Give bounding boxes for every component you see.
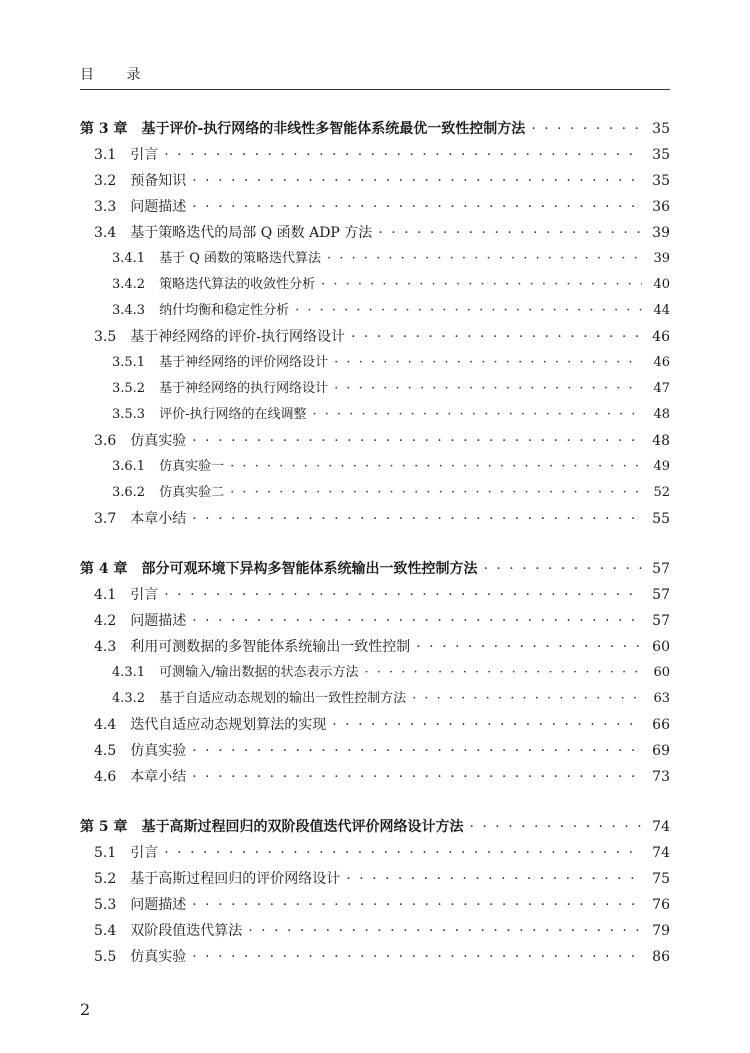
toc-entry xyxy=(0,168,750,194)
toc-entry xyxy=(0,298,750,324)
toc-entry xyxy=(0,376,750,402)
toc-entry-page: 47 xyxy=(653,381,670,396)
toc-entry-title: 基于策略迭代的局部 Q 函数 ADP 方法 xyxy=(130,225,373,241)
dot-leader xyxy=(192,506,642,532)
toc-entry-title: 仿真实验二 xyxy=(159,485,225,500)
dot-leader xyxy=(230,454,642,480)
toc-entry-number: 5.4 xyxy=(94,923,117,939)
toc-entry xyxy=(0,712,750,738)
toc-entry xyxy=(0,480,750,506)
dot-leader xyxy=(164,142,642,168)
toc-entry-number: 4.3 xyxy=(94,639,117,655)
toc-entry-page: 57 xyxy=(652,587,670,603)
toc-chapter-entry xyxy=(0,814,750,840)
table-of-contents xyxy=(0,116,750,970)
toc-entry-number: 3.4.3 xyxy=(112,303,146,318)
toc-entry-title: 引言 xyxy=(130,845,159,861)
toc-entry-number: 4.6 xyxy=(94,769,117,785)
toc-entry xyxy=(0,402,750,428)
toc-entry-number: 3.4 xyxy=(94,225,117,241)
toc-entry-page: 57 xyxy=(652,613,670,629)
toc-entry xyxy=(0,738,750,764)
toc-entry-title: 引言 xyxy=(130,147,159,163)
toc-entry-title: 双阶段值迭代算法 xyxy=(130,923,243,939)
dot-leader xyxy=(192,608,642,634)
dot-leader xyxy=(484,556,643,582)
toc-entry xyxy=(0,350,750,376)
toc-entry xyxy=(0,220,750,246)
toc-entry xyxy=(0,428,750,454)
toc-entry-page: 60 xyxy=(653,665,670,680)
toc-entry xyxy=(0,582,750,608)
toc-entry-title: 基于神经网络的评价-执行网络设计 xyxy=(130,329,345,345)
toc-entry-title: 问题描述 xyxy=(130,613,187,629)
dot-leader xyxy=(470,814,643,840)
toc-entry-number: 3.5.3 xyxy=(112,407,146,422)
toc-entry-title: 问题描述 xyxy=(130,199,187,215)
toc-entry-page: 44 xyxy=(653,303,670,318)
toc-chapter-entry xyxy=(0,116,750,142)
toc-entry xyxy=(0,194,750,220)
toc-entry-page: 55 xyxy=(652,511,670,527)
toc-entry-title: 基于 Q 函数的策略迭代算法 xyxy=(159,251,322,266)
toc-entry-title: 迭代自适应动态规划算法的实现 xyxy=(130,717,327,733)
toc-entry-page: 35 xyxy=(652,173,670,189)
toc-entry-number: 5.1 xyxy=(94,845,117,861)
toc-entry-number: 3.5.1 xyxy=(112,355,146,370)
toc-entry-page: 48 xyxy=(652,433,670,449)
dot-leader xyxy=(378,220,642,246)
toc-entry xyxy=(0,324,750,350)
toc-entry-page: 69 xyxy=(652,743,670,759)
toc-entry-title: 可测输入/输出数据的状态表示方法 xyxy=(159,665,359,680)
toc-entry-page: 66 xyxy=(652,717,670,733)
toc-entry-title: 本章小结 xyxy=(130,769,187,785)
toc-entry-title: 仿真实验 xyxy=(130,743,187,759)
dot-leader xyxy=(192,194,642,220)
toc-entry-page: 46 xyxy=(653,355,670,370)
toc-entry-title: 基于神经网络的评价网络设计 xyxy=(159,355,329,370)
toc-entry xyxy=(0,246,750,272)
toc-entry-title: 问题描述 xyxy=(130,897,187,913)
toc-entry-page: 48 xyxy=(653,407,670,422)
toc-entry-number: 3.6.2 xyxy=(112,485,146,500)
toc-entry-page: 35 xyxy=(652,121,670,137)
toc-entry xyxy=(0,506,750,532)
dot-leader xyxy=(321,272,642,298)
toc-entry-title: 仿真实验 xyxy=(130,433,187,449)
toc-entry-page: 63 xyxy=(653,691,670,706)
toc-entry-number: 4.1 xyxy=(94,587,117,603)
toc-entry xyxy=(0,764,750,790)
toc-entry xyxy=(0,918,750,944)
dot-leader xyxy=(248,918,642,944)
dot-leader xyxy=(192,944,642,970)
dot-leader xyxy=(192,428,642,454)
toc-entry-number: 4.2 xyxy=(94,613,117,629)
dot-leader xyxy=(351,324,642,350)
toc-entry-page: 74 xyxy=(652,819,670,835)
toc-entry-title: 引言 xyxy=(130,587,159,603)
toc-entry-number: 5.5 xyxy=(94,949,117,965)
toc-entry xyxy=(0,608,750,634)
toc-entry-page: 49 xyxy=(653,459,670,474)
toc-entry-page: 39 xyxy=(653,251,670,266)
toc-entry-title: 基于神经网络的执行网络设计 xyxy=(159,381,329,396)
toc-entry xyxy=(0,944,750,970)
running-header: 目 录 xyxy=(80,67,155,83)
toc-entry-title: 基于高斯过程回归的评价网络设计 xyxy=(130,871,341,887)
toc-entry-number: 第 4 章 xyxy=(80,561,128,577)
toc-entry xyxy=(0,142,750,168)
dot-leader xyxy=(531,116,642,142)
dot-leader xyxy=(192,892,642,918)
toc-entry xyxy=(0,272,750,298)
dot-leader xyxy=(295,298,642,324)
toc-entry-title: 预备知识 xyxy=(130,173,187,189)
dot-leader xyxy=(412,686,642,712)
toc-entry-page: 35 xyxy=(652,147,670,163)
toc-entry-title: 部分可观环境下异构多智能体系统输出一致性控制方法 xyxy=(141,561,478,577)
toc-entry-title: 策略迭代算法的收敛性分析 xyxy=(159,277,316,292)
page-number: 2 xyxy=(80,1000,91,1019)
dot-leader xyxy=(192,168,642,194)
toc-entry xyxy=(0,454,750,480)
toc-entry-number: 第 3 章 xyxy=(80,121,128,137)
toc-entry-title: 仿真实验一 xyxy=(159,459,225,474)
header-rule xyxy=(80,89,670,90)
toc-entry-title: 纳什均衡和稳定性分析 xyxy=(159,303,290,318)
toc-entry xyxy=(0,840,750,866)
toc-entry-number: 3.5.2 xyxy=(112,381,146,396)
dot-leader xyxy=(230,480,642,506)
toc-entry-page: 74 xyxy=(652,845,670,861)
dot-leader xyxy=(334,350,642,376)
dot-leader xyxy=(327,246,642,272)
toc-entry xyxy=(0,892,750,918)
toc-entry-page: 76 xyxy=(652,897,670,913)
dot-leader xyxy=(346,866,642,892)
toc-entry-page: 79 xyxy=(652,923,670,939)
toc-entry-page: 57 xyxy=(652,561,670,577)
dot-leader xyxy=(416,634,642,660)
toc-entry-title: 基于评价-执行网络的非线性多智能体系统最优一致性控制方法 xyxy=(141,121,526,137)
toc-entry-number: 4.4 xyxy=(94,717,117,733)
toc-entry-number: 3.2 xyxy=(94,173,117,189)
toc-entry-number: 3.5 xyxy=(94,329,117,345)
toc-entry-number: 3.7 xyxy=(94,511,117,527)
dot-leader xyxy=(164,582,642,608)
toc-entry-page: 73 xyxy=(652,769,670,785)
toc-entry-number: 3.1 xyxy=(94,147,117,163)
toc-entry-title: 本章小结 xyxy=(130,511,187,527)
toc-entry-title: 利用可测数据的多智能体系统输出一致性控制 xyxy=(130,639,411,655)
toc-entry-title: 评价-执行网络的在线调整 xyxy=(159,407,307,422)
toc-chapter-entry xyxy=(0,556,750,582)
toc-entry-title: 基于高斯过程回归的双阶段值迭代评价网络设计方法 xyxy=(141,819,464,835)
toc-entry-page: 46 xyxy=(652,329,670,345)
toc-entry-number: 3.6.1 xyxy=(112,459,146,474)
toc-entry xyxy=(0,686,750,712)
toc-entry-number: 4.5 xyxy=(94,743,117,759)
toc-entry-number: 5.3 xyxy=(94,897,117,913)
toc-entry-number: 3.4.1 xyxy=(112,251,146,266)
toc-entry-number: 5.2 xyxy=(94,871,117,887)
toc-entry xyxy=(0,634,750,660)
dot-leader xyxy=(192,738,642,764)
dot-leader xyxy=(364,660,642,686)
toc-entry-page: 36 xyxy=(652,199,670,215)
toc-entry-page: 60 xyxy=(652,639,670,655)
dot-leader xyxy=(164,840,642,866)
toc-entry-number: 4.3.1 xyxy=(112,665,146,680)
toc-entry-title: 仿真实验 xyxy=(130,949,187,965)
dot-leader xyxy=(192,764,642,790)
toc-entry-number: 3.4.2 xyxy=(112,277,146,292)
toc-entry-number: 3.6 xyxy=(94,433,117,449)
dot-leader xyxy=(332,712,642,738)
dot-leader xyxy=(334,376,642,402)
toc-entry-number: 第 5 章 xyxy=(80,819,128,835)
toc-entry-number: 4.3.2 xyxy=(112,691,146,706)
toc-entry-page: 52 xyxy=(653,485,670,500)
dot-leader xyxy=(312,402,642,428)
toc-entry-title: 基于自适应动态规划的输出一致性控制方法 xyxy=(159,691,407,706)
toc-entry-page: 39 xyxy=(652,225,670,241)
toc-entry xyxy=(0,866,750,892)
toc-entry-number: 3.3 xyxy=(94,199,117,215)
toc-entry xyxy=(0,660,750,686)
toc-entry-page: 86 xyxy=(652,949,670,965)
toc-entry-page: 75 xyxy=(652,871,670,887)
toc-entry-page: 40 xyxy=(653,277,670,292)
